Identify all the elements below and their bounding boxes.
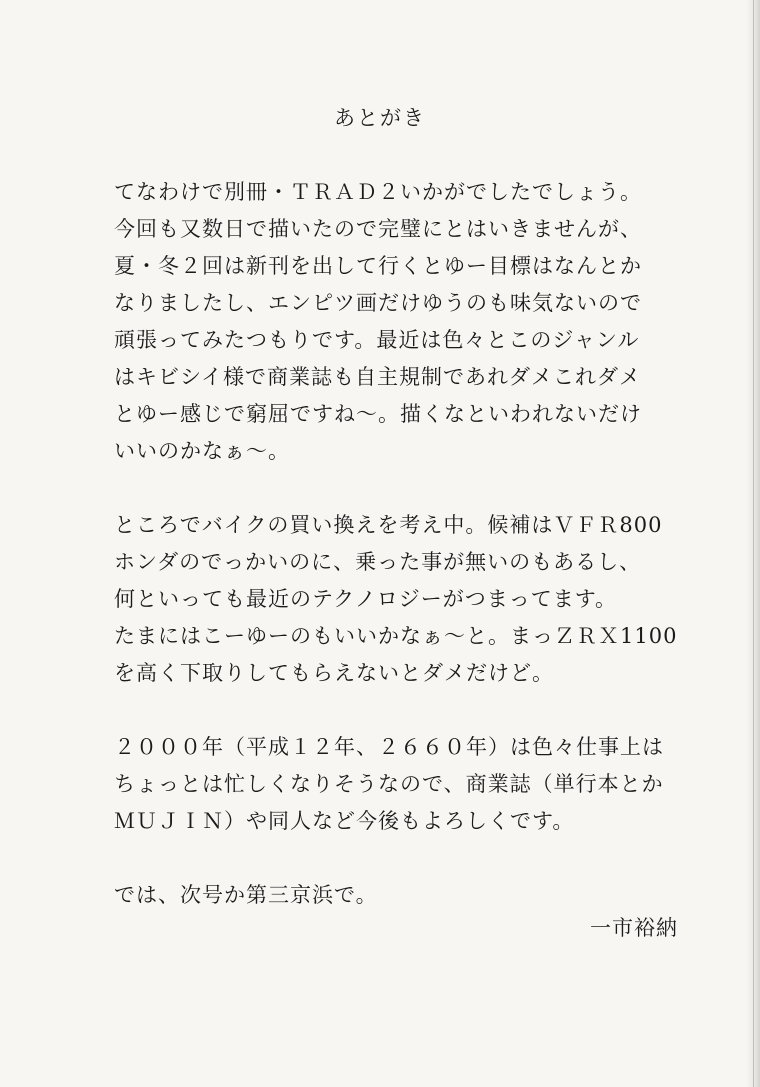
text-line: なりましたし、エンピツ画だけゆうのも味気ないので: [114, 291, 642, 315]
afterword-body: [114, 174, 714, 951]
text-line: 頑張ってみたつもりです。最近は色々とこのジャンル: [114, 328, 640, 352]
text-line: ２０００年（平成１２年、２６６０年）は色々仕事上は: [114, 735, 664, 759]
text-line: 今回も又数日で描いたので完璧にとはいきませんが、: [114, 217, 642, 241]
page-edge-line: [753, 0, 754, 1087]
paragraph-3: [114, 729, 714, 840]
text-line: はキビシイ様で商業誌も自主規制であれダメこれダメ: [114, 365, 641, 389]
text-line: ちょっとは忙しくなりそうなので、商業誌（単行本とか: [114, 772, 664, 796]
text-line: てなわけで別冊・ＴＲＡＤ２いかがでしたでしょう。: [114, 180, 642, 204]
text-line: では、次号か第三京浜で。: [114, 883, 378, 907]
text-line: ところでバイクの買い換えを考え中。候補はＶＦＲ800: [114, 513, 663, 537]
page-title: あとがき: [334, 106, 426, 130]
paragraph-4: [114, 877, 714, 914]
text-line: 夏・冬２回は新刊を出して行くとゆー目標はなんとか: [114, 254, 642, 278]
text-line: いいのかなぁ〜。: [114, 439, 290, 463]
text-line: たまにはこーゆーのもいいかなぁ〜と。まっＺＲＸ1100: [114, 624, 678, 648]
text-line: とゆー感じで窮屈ですね〜。描くなといわれないだけ: [114, 402, 642, 426]
text-line: ホンダのでっかいのに、乗った事が無いのもあるし、: [114, 550, 642, 574]
text-line: を高く下取りしてもらえないとダメだけど。: [114, 661, 554, 685]
paragraph-2: [114, 507, 714, 692]
author-signature: 一市裕納: [590, 916, 678, 940]
paragraph-1: [114, 174, 714, 470]
text-line: ＭＵＪＩＮ）や同人など今後もよろしくです。: [114, 809, 575, 833]
text-line: 何といっても最近のテクノロジーがつまってます。: [114, 587, 618, 611]
